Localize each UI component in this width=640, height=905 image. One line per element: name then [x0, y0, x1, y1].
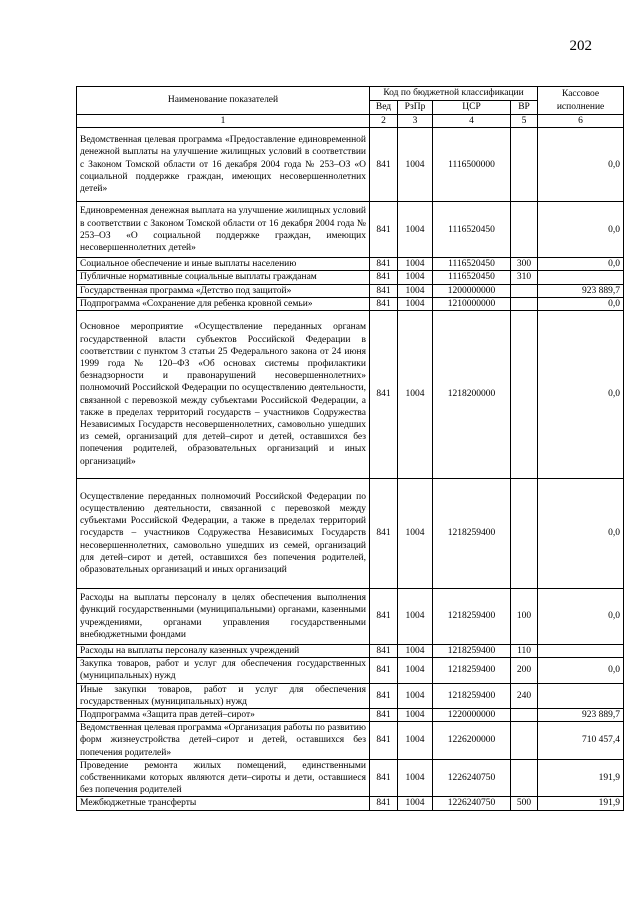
budget-table — [76, 86, 624, 811]
row-ved: 841 — [370, 284, 398, 297]
row-name: Подпрограмма «Защита прав детей–сирот» — [77, 709, 370, 722]
column-number: 3 — [398, 115, 433, 128]
row-rzpr: 1004 — [398, 128, 433, 202]
row-csr: 1116500000 — [433, 128, 511, 202]
row-name: Основное мероприятие «Осуществление переданных органам государственной власти субъектов Российской Федерации в соответствии с пунктом 3 статьи 25 Федерального закона от 24 июня 1999 года № 120–ФЗ «Об основах системы профилактики безнадзорности и правонарушений несовершеннолетних» полномочий Российской Федерации по осуществлению деятельности, связанной с перевозкой между субъектами Российской Федерации, а также в пределах территорий государств – участников Содружества Независимых Государств несовершеннолетних, самовольно ушедших из семей, организаций для детей–сирот и детей, оставшихся без попечения родителей, образовательных организаций и иных организаций» — [77, 311, 370, 479]
row-rzpr: 1004 — [398, 645, 433, 658]
row-ved: 841 — [370, 258, 398, 271]
row-csr: 1218259400 — [433, 479, 511, 589]
row-rzpr: 1004 — [398, 479, 433, 589]
row-ved: 841 — [370, 271, 398, 284]
column-number: 1 — [77, 115, 370, 128]
row-ved: 841 — [370, 645, 398, 658]
row-amount: 0,0 — [538, 658, 624, 683]
row-ved: 841 — [370, 297, 398, 310]
header-amount: Кассовое исполнение — [538, 87, 624, 115]
header-rzpr: РзПр — [398, 101, 433, 115]
row-vr: 500 — [511, 797, 538, 810]
row-ved: 841 — [370, 683, 398, 708]
row-rzpr: 1004 — [398, 759, 433, 797]
row-name: Подпрограмма «Сохранение для ребенка кровной семьи» — [77, 297, 370, 310]
row-name: Социальное обеспечение и иные выплаты населению — [77, 258, 370, 271]
row-name: Единовременная денежная выплата на улучшение жилищных условий в соответствии с Законом Томской области от 16 декабря 2004 года № 253–ОЗ «О социальной поддержке граждан, имеющих несовершеннолетних детей» — [77, 202, 370, 258]
row-amount: 923 889,7 — [538, 284, 624, 297]
table-row — [77, 128, 624, 202]
row-amount — [538, 271, 624, 284]
row-ved: 841 — [370, 759, 398, 797]
row-name: Расходы на выплаты персоналу в целях обеспечения выполнения функций государственными (муниципальными) органами, казенными учреждениями, органами управления государственными внебюджетными фондами — [77, 589, 370, 645]
table-row — [77, 722, 624, 760]
row-amount: 0,0 — [538, 202, 624, 258]
row-csr: 1226200000 — [433, 722, 511, 760]
row-amount: 0,0 — [538, 128, 624, 202]
row-name: Публичные нормативные социальные выплаты гражданам — [77, 271, 370, 284]
row-rzpr: 1004 — [398, 658, 433, 683]
column-number: 4 — [433, 115, 511, 128]
table-row — [77, 271, 624, 284]
row-ved: 841 — [370, 128, 398, 202]
row-csr: 1218259400 — [433, 683, 511, 708]
page-number: 202 — [569, 38, 592, 54]
row-vr — [511, 479, 538, 589]
row-vr — [511, 297, 538, 310]
table-body — [77, 128, 624, 810]
row-csr: 1218259400 — [433, 658, 511, 683]
table-row — [77, 202, 624, 258]
row-vr — [511, 128, 538, 202]
row-csr: 1218259400 — [433, 645, 511, 658]
row-rzpr: 1004 — [398, 202, 433, 258]
row-amount: 0,0 — [538, 258, 624, 271]
table-row — [77, 479, 624, 589]
row-csr: 1116520450 — [433, 202, 511, 258]
row-vr — [511, 202, 538, 258]
row-name: Иные закупки товаров, работ и услуг для обеспечения государственных (муниципальных) нужд — [77, 683, 370, 708]
row-rzpr: 1004 — [398, 683, 433, 708]
row-amount: 0,0 — [538, 589, 624, 645]
row-csr: 1218259400 — [433, 589, 511, 645]
row-ved: 841 — [370, 722, 398, 760]
row-vr: 300 — [511, 258, 538, 271]
column-number: 2 — [370, 115, 398, 128]
row-rzpr: 1004 — [398, 284, 433, 297]
row-ved: 841 — [370, 658, 398, 683]
row-rzpr: 1004 — [398, 311, 433, 479]
table-row — [77, 311, 624, 479]
row-csr: 1220000000 — [433, 709, 511, 722]
table-row — [77, 759, 624, 797]
table-row — [77, 297, 624, 310]
table-row — [77, 589, 624, 645]
row-rzpr: 1004 — [398, 589, 433, 645]
row-csr: 1226240750 — [433, 759, 511, 797]
table-row — [77, 709, 624, 722]
table-row — [77, 284, 624, 297]
table-row — [77, 797, 624, 810]
row-name: Ведомственная целевая программа «Предоставление единовременной денежной выплаты на улучшение жилищных условий в соответствии с Законом Томской области от 16 декабря 2004 года № 253–ОЗ «О социальной поддержке граждан, имеющих несовершеннолетних детей» — [77, 128, 370, 202]
row-vr — [511, 709, 538, 722]
row-rzpr: 1004 — [398, 722, 433, 760]
row-ved: 841 — [370, 709, 398, 722]
header-code-group: Код по бюджетной классификации — [370, 87, 538, 101]
row-amount: 191,9 — [538, 797, 624, 810]
row-csr: 1226240750 — [433, 797, 511, 810]
table-row — [77, 683, 624, 708]
row-amount: 0,0 — [538, 479, 624, 589]
row-amount: 710 457,4 — [538, 722, 624, 760]
row-vr — [511, 722, 538, 760]
header-name: Наименование показателей — [77, 87, 370, 115]
row-name: Межбюджетные трансферты — [77, 797, 370, 810]
row-rzpr: 1004 — [398, 797, 433, 810]
row-rzpr: 1004 — [398, 297, 433, 310]
table-row — [77, 258, 624, 271]
row-ved: 841 — [370, 797, 398, 810]
row-ved: 841 — [370, 479, 398, 589]
row-amount: 0,0 — [538, 297, 624, 310]
row-vr — [511, 284, 538, 297]
table-row — [77, 658, 624, 683]
header-vr: ВР — [511, 101, 538, 115]
row-amount: 191,9 — [538, 759, 624, 797]
column-number: 5 — [511, 115, 538, 128]
row-rzpr: 1004 — [398, 709, 433, 722]
row-vr: 200 — [511, 658, 538, 683]
row-vr: 110 — [511, 645, 538, 658]
row-vr: 310 — [511, 271, 538, 284]
table-row — [77, 645, 624, 658]
row-csr: 1200000000 — [433, 284, 511, 297]
row-rzpr: 1004 — [398, 258, 433, 271]
row-ved: 841 — [370, 589, 398, 645]
row-name: Государственная программа «Детство под защитой» — [77, 284, 370, 297]
row-rzpr: 1004 — [398, 271, 433, 284]
row-csr: 1116520450 — [433, 258, 511, 271]
row-name: Ведомственная целевая программа «Организация работы по развитию форм жизнеустройства детей–сирот и детей, оставшихся без попечения родителей» — [77, 722, 370, 760]
header-csr: ЦСР — [433, 101, 511, 115]
row-name: Проведение ремонта жилых помещений, единственными собственниками которых являются дети–сироты и дети, оставшиеся без попечения родителей — [77, 759, 370, 797]
row-csr: 1210000000 — [433, 297, 511, 310]
row-name: Расходы на выплаты персоналу казенных учреждений — [77, 645, 370, 658]
column-number: 6 — [538, 115, 624, 128]
row-amount — [538, 645, 624, 658]
row-vr — [511, 759, 538, 797]
row-ved: 841 — [370, 202, 398, 258]
row-vr: 100 — [511, 589, 538, 645]
row-vr — [511, 311, 538, 479]
row-vr: 240 — [511, 683, 538, 708]
row-name: Осуществление переданных полномочий Российской Федерации по осуществлению деятельности, связанной с перевозкой между субъектами Российской Федерации, а также в пределах территорий государств – участников Содружества Независимых Государств несовершеннолетних, самовольно ушедших из семей, организаций для детей–сирот и детей, оставшихся без попечения родителей, образовательных организаций и иных организаций — [77, 479, 370, 589]
row-name: Закупка товаров, работ и услуг для обеспечения государственных (муниципальных) нужд — [77, 658, 370, 683]
row-amount: 923 889,7 — [538, 709, 624, 722]
row-amount — [538, 683, 624, 708]
header-ved: Вед — [370, 101, 398, 115]
row-csr: 1116520450 — [433, 271, 511, 284]
row-csr: 1218200000 — [433, 311, 511, 479]
column-numbers-row — [77, 115, 624, 128]
row-amount: 0,0 — [538, 311, 624, 479]
row-ved: 841 — [370, 311, 398, 479]
